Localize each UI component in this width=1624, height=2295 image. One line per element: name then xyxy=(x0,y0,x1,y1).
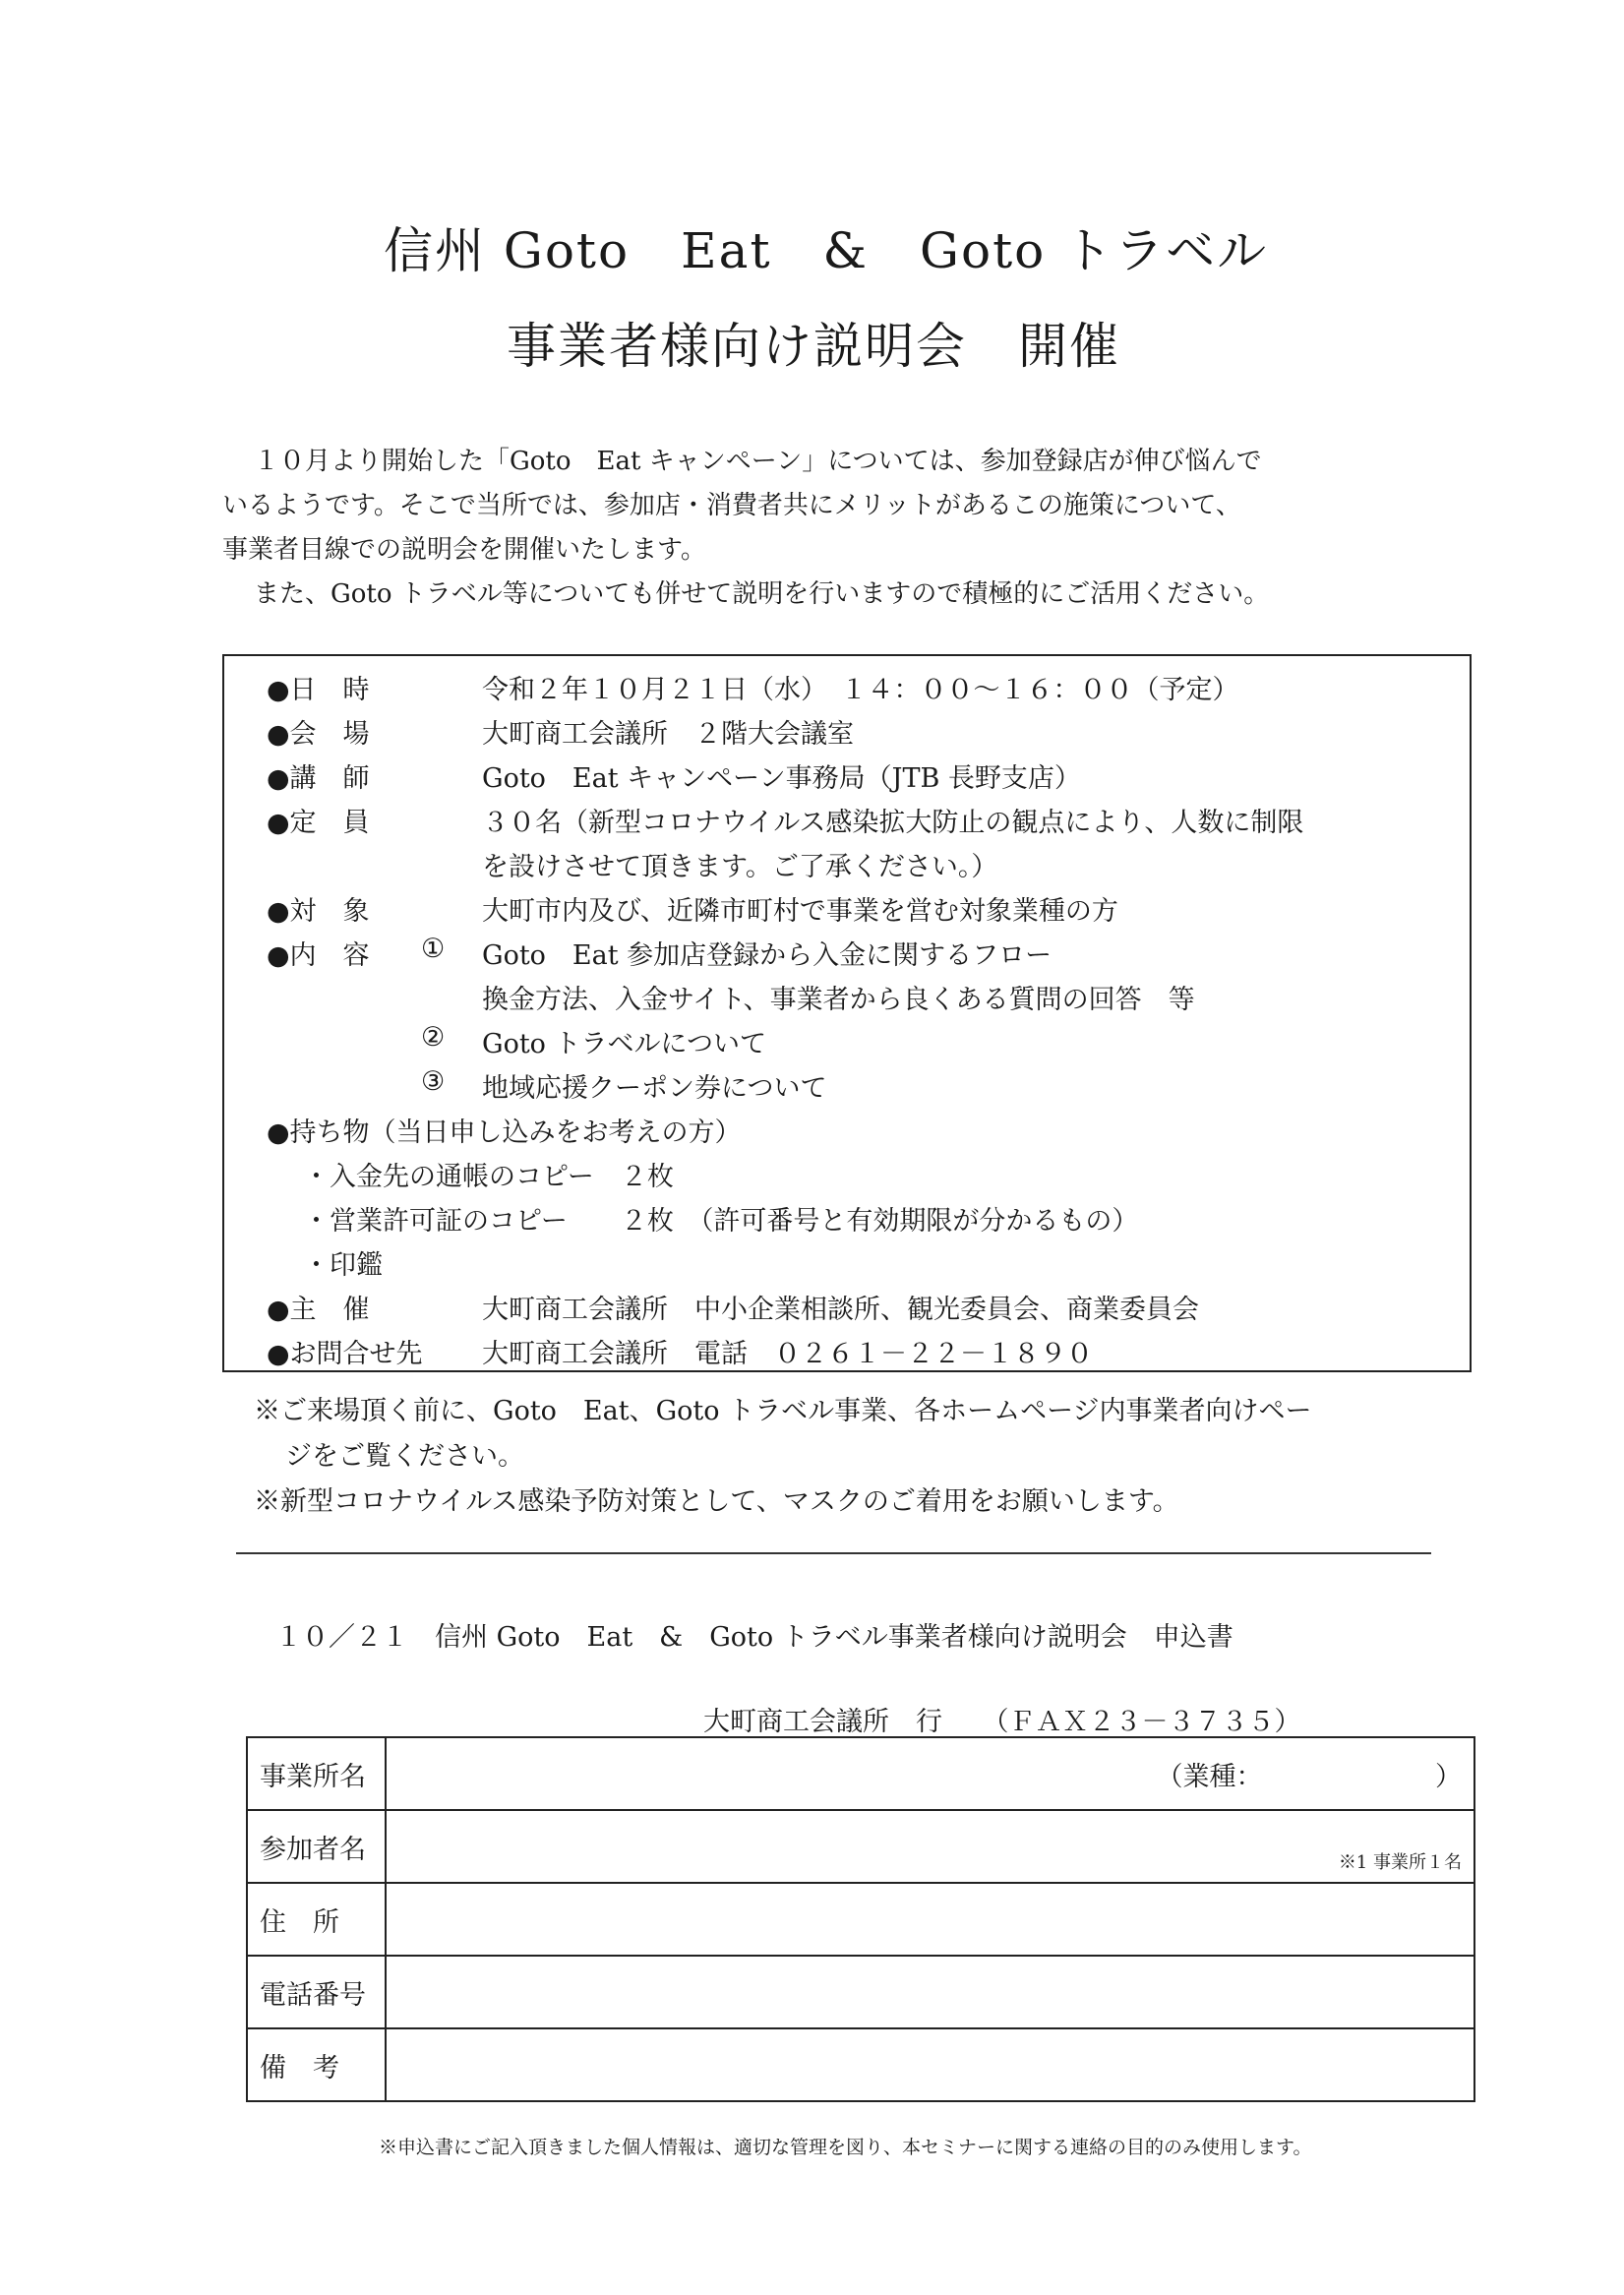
phone-label: 電話番号 xyxy=(247,1956,386,2028)
title-line-1: 信州 Goto Eat & Goto トラベル xyxy=(384,222,1269,279)
participant-limit-hint: ※1 事業所１名 xyxy=(1338,1852,1462,1873)
privacy-note: ※申込書にご記入頂きました個人情報は、適切な管理を図り、本セミナーに関する連絡の目的のみ使用します。 xyxy=(379,2137,1312,2158)
intro-line-2: いるようです。そこで当所では、参加店・消費者共にメリットがあるこの施策について、 xyxy=(222,491,1241,520)
lecturer-value: Goto Eat キャンペーン事務局（JTB 長野支店） xyxy=(482,763,1081,794)
capacity-value-1: ３０名（新型コロナウイルス感染拡大防止の観点により、人数に制限 xyxy=(482,808,1304,838)
application-form xyxy=(246,1736,1475,2102)
organizer-label: ●主 催 xyxy=(267,1295,370,1325)
participant-name-field[interactable] xyxy=(386,1810,1474,1883)
item-3: ・印鑑 xyxy=(303,1250,383,1281)
form-title: １０／２１ 信州 Goto Eat & Goto トラベル事業者様向け説明会 申込書 xyxy=(275,1622,1233,1653)
venue-value: 大町商工会議所 ２階大会議室 xyxy=(482,719,854,750)
form-row-phone xyxy=(247,1956,1474,2028)
note-1-line-1: ※ご来場頂く前に、Goto Eat、Goto トラベル事業、各ホームページ内事業者向けペー xyxy=(254,1396,1312,1426)
phone-field[interactable] xyxy=(386,1956,1474,2028)
form-row-address xyxy=(247,1883,1474,1956)
remarks-field[interactable] xyxy=(386,2028,1474,2101)
target-value: 大町市内及び、近隣市町村で事業を営む対象業種の方 xyxy=(482,896,1118,927)
items-label: ●持ち物（当日申し込みをお考えの方） xyxy=(267,1117,742,1148)
business-name-field[interactable] xyxy=(386,1737,1474,1810)
capacity-label: ●定 員 xyxy=(267,808,370,838)
contact-value: 大町商工会議所 電話 ０２６１－２２－１８９０ xyxy=(482,1339,1093,1369)
content-3-text: 地域応援クーポン券について xyxy=(482,1073,827,1104)
title-line-2: 事業者様向け説明会 開催 xyxy=(507,318,1120,375)
separator-line xyxy=(236,1552,1431,1554)
details-box xyxy=(222,654,1472,1372)
intro-line-3: 事業者目線での説明会を開催いたします。 xyxy=(222,535,706,565)
form-row-remarks xyxy=(247,2028,1474,2101)
lecturer-label: ●講 師 xyxy=(267,763,370,794)
content-2-number: ② xyxy=(421,1022,446,1053)
item-1: ・入金先の通帳のコピー ２枚 xyxy=(303,1162,674,1192)
address-label: 住 所 xyxy=(247,1883,386,1956)
content-2-text: Goto トラベルについて xyxy=(482,1029,766,1059)
participant-name-label: 参加者名 xyxy=(247,1810,386,1883)
industry-hint: （業種： ） xyxy=(1156,1761,1462,1792)
content-1-number: ① xyxy=(421,934,446,964)
date-label: ●日 時 xyxy=(267,675,370,705)
venue-label: ●会 場 xyxy=(267,719,370,750)
form-row-business xyxy=(247,1737,1474,1810)
intro-line-1: １０月より開始した「Goto Eat キャンペーン」については、参加登録店が伸び悩んで xyxy=(254,447,1262,476)
content-1-text-2: 換金方法、入金サイト、事業者から良くある質問の回答 等 xyxy=(482,985,1195,1015)
organizer-value: 大町商工会議所 中小企業相談所、観光委員会、商業委員会 xyxy=(482,1295,1199,1325)
intro-line-4: また、Goto トラベル等についても併せて説明を行いますので積極的にご活用ください。 xyxy=(254,579,1270,609)
contact-label: ●お問合せ先 xyxy=(267,1339,423,1369)
item-2: ・営業許可証のコピー ２枚 （許可番号と有効期限が分かるもの） xyxy=(303,1206,1139,1237)
note-2: ※新型コロナウイルス感染予防対策として、マスクのご着用をお願いします。 xyxy=(254,1486,1179,1517)
capacity-value-2: を設けさせて頂きます。ご了承ください。） xyxy=(482,852,998,882)
form-addressee: 大町商工会議所 行 （ＦＡＸ２３－３７３５） xyxy=(703,1707,1301,1737)
remarks-label: 備 考 xyxy=(247,2028,386,2101)
target-label: ●対 象 xyxy=(267,896,370,927)
content-1-text: Goto Eat 参加店登録から入金に関するフロー xyxy=(482,940,1053,971)
address-field[interactable] xyxy=(386,1883,1474,1956)
business-name-label: 事業所名 xyxy=(247,1737,386,1810)
content-3-number: ③ xyxy=(421,1066,446,1097)
form-row-participant xyxy=(247,1810,1474,1883)
content-label: ●内 容 xyxy=(267,940,370,971)
date-value: 令和２年１０月２１日（水） １４：００～１６：００（予定） xyxy=(482,675,1239,705)
note-1-line-2: ジをご覧ください。 xyxy=(285,1441,524,1472)
